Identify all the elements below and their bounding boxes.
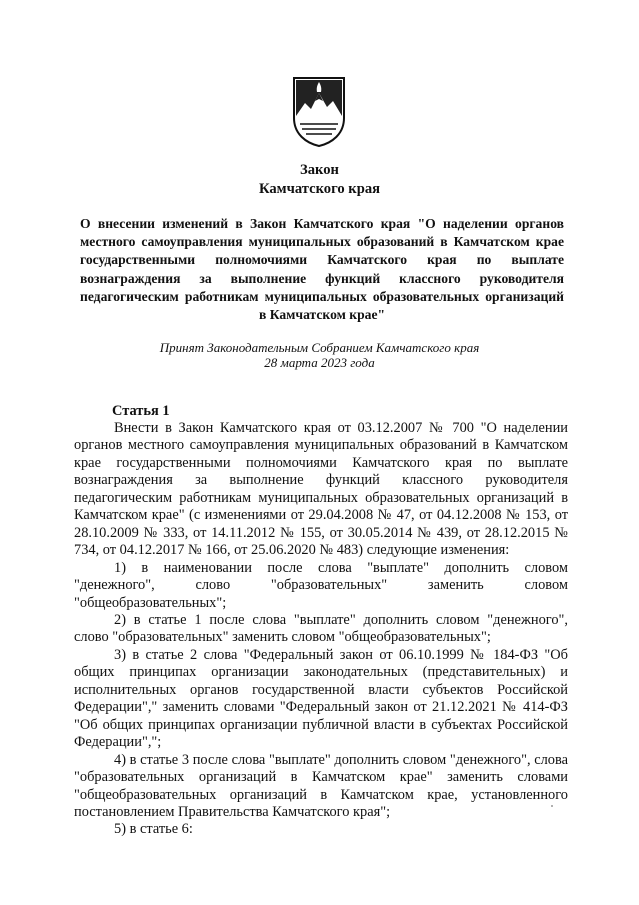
document-title: Закон — [300, 162, 339, 178]
coat-of-arms-emblem — [288, 74, 350, 148]
article-paragraph: 2) в статье 1 после слова "выплате" дополнить словом "денежного", слово "образовательных" заменить словом "общеобразовательных"; — [74, 611, 568, 646]
article-paragraph: 1) в наименовании после слова "выплате" дополнить словом "денежного", слово "образовательных" заменить словом "общеобразовательных"; — [74, 559, 568, 611]
article-title: Статья 1 — [112, 403, 170, 419]
document-subtitle: Камчатского края — [258, 181, 381, 197]
adoption-note: Принят Законодательным Собранием Камчатского края — [159, 340, 480, 355]
scan-speck — [551, 805, 553, 807]
article-paragraph: 3) в статье 2 слова "Федеральный закон от 06.10.1999 № 184-ФЗ "Об общих принципах организации законодательных (представительных) и исполнительных органов государственной власти субъектов Российской Федерации"," заменить словами "Федеральный закон от 21.12.2021 № 414-ФЗ "Об общих принципах организации публичной власти в субъектах Российской Федерации","; — [74, 646, 568, 751]
article-paragraph: 4) в статье 3 после слова "выплате" дополнить словом "денежного", слова "образовательных организаций в Камчатском крае" заменить словами "общеобразовательных организаций в Камчатском крае, установленного постановлением Правительства Камчатского края"; — [74, 751, 568, 820]
article-paragraph: Внести в Закон Камчатского края от 03.12.2007 № 700 "О наделении органов местного самоуправления муниципальных образований в Камчатском крае государственными полномочиями Камчатского края по выплате вознаграждения за выполнение функций классного руководителя педагогическим работникам муниципальных образовательных организаций в Камчатском крае" (с изменениями от 29.04.2008 № 47, от 04.12.2008 № 153, от 28.10.2009 № 333, от 14.11.2012 № 155, от 30.05.2014 № 439, от 28.12.2015 № 734, от 04.12.2017 № 166, от 25.06.2020 № 483) следующие изменения: — [74, 420, 568, 559]
adoption-date: 28 марта 2023 года — [264, 355, 375, 370]
law-heading: О внесении изменений в Закон Камчатского края "О наделении органов местного самоуправления муниципальных образований в Камчатском крае государственными полномочиями Камчатского края по выплате вознаграждения за выполнение функций классного руководителя педагогическим работникам муниципальных образовательных организаций в Камчатском крае" — [80, 216, 564, 323]
article-paragraph: 5) в статье 6: — [114, 821, 193, 838]
article-body — [74, 420, 568, 839]
